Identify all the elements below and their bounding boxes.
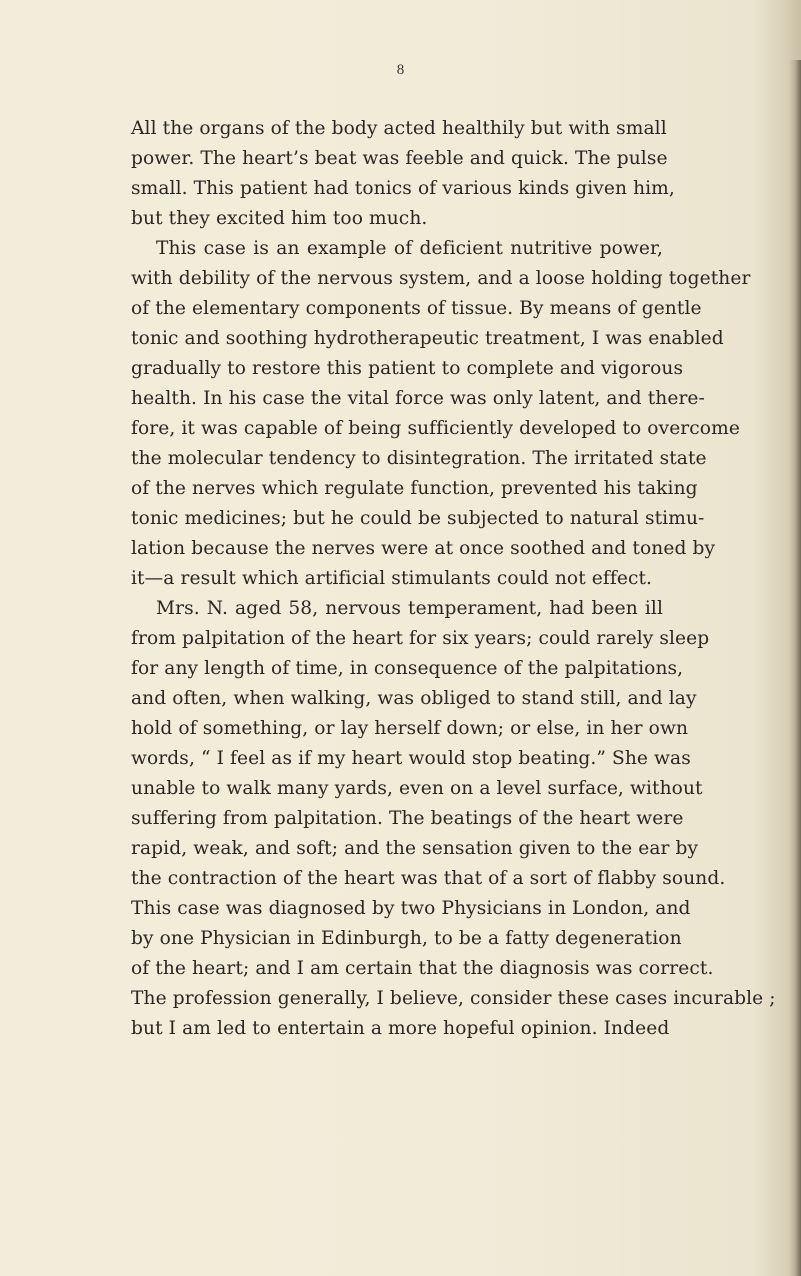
- text-line: rapid, weak, and soft; and the sensation given to the ear by: [131, 838, 699, 859]
- text-line: and often, when walking, was obliged to stand still, and lay: [131, 688, 697, 709]
- text-line: of the elementary components of tissue. By means of gentle: [131, 298, 702, 319]
- text-line: the contraction of the heart was that of a sort of flabby sound.: [131, 868, 726, 889]
- text-line: suffering from palpitation. The beatings of the heart were: [131, 808, 684, 829]
- text-line: words, “ I feel as if my heart would stop beating.” She was: [131, 748, 691, 769]
- text-line: This case was diagnosed by two Physicians in London, and: [131, 898, 691, 919]
- text-line: of the heart; and I am certain that the diagnosis was correct.: [131, 958, 714, 979]
- text-line: tonic medicines; but he could be subjected to natural stimu-: [131, 508, 705, 529]
- text-line: it—a result which artificial stimulants could not effect.: [131, 568, 653, 589]
- text-line: tonic and soothing hydrotherapeutic treatment, I was enabled: [131, 328, 724, 349]
- text-line: with debility of the nervous system, and a loose holding together: [131, 268, 751, 289]
- text-line: but I am led to entertain a more hopeful opinion. Indeed: [131, 1018, 670, 1039]
- page-number: 8: [396, 62, 405, 78]
- text-line: health. In his case the vital force was only latent, and there-: [131, 388, 705, 409]
- text-line: from palpitation of the heart for six years; could rarely sleep: [131, 628, 710, 649]
- text-line: of the nerves which regulate function, prevented his taking: [131, 478, 698, 499]
- text-line: All the organs of the body acted healthily but with small: [131, 118, 667, 139]
- text-line: hold of something, or lay herself down; or else, in her own: [131, 718, 689, 739]
- text-line: This case is an example of deficient nutritive power,: [156, 238, 663, 259]
- text-line: Mrs. N. aged 58, nervous temperament, had been ill: [156, 598, 663, 619]
- text-line: by one Physician in Edinburgh, to be a fatty degeneration: [131, 928, 682, 949]
- text-line: for any length of time, in consequence of the palpitations,: [131, 658, 684, 679]
- text-line: lation because the nerves were at once soothed and toned by: [131, 538, 716, 559]
- text-line: gradually to restore this patient to complete and vigorous: [131, 358, 684, 379]
- text-line: power. The heart’s beat was feeble and quick. The pulse: [131, 148, 668, 169]
- text-line: the molecular tendency to disintegration. The irritated state: [131, 448, 707, 469]
- page-edge-shadow: [789, 60, 801, 1276]
- text-line: fore, it was capable of being sufficiently developed to overcome: [131, 418, 740, 439]
- body-text: [131, 114, 776, 1044]
- text-line: but they excited him too much.: [131, 208, 428, 229]
- text-line: The profession generally, I believe, consider these cases incurable ;: [131, 988, 776, 1009]
- text-line: unable to walk many yards, even on a level surface, without: [131, 778, 703, 799]
- text-line: small. This patient had tonics of various kinds given him,: [131, 178, 675, 199]
